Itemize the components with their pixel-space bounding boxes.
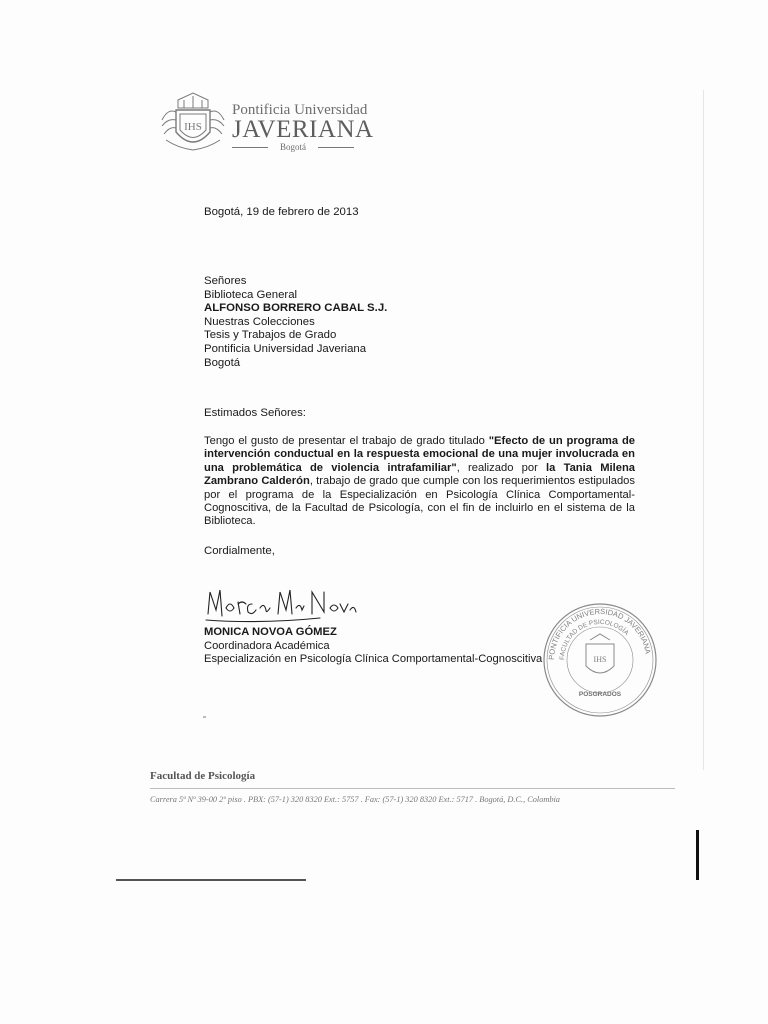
letter-date: Bogotá, 19 de febrero de 2013 bbox=[204, 206, 359, 218]
body-paragraph bbox=[204, 435, 635, 529]
signer-role: Coordinadora Académica bbox=[204, 639, 330, 652]
signer-program: Especialización en Psicología Clínica Comportamental-Cognoscitiva bbox=[204, 653, 543, 666]
faculty-seal-stamp bbox=[540, 600, 660, 720]
body-intro: Tengo el gusto de presentar el trabajo de grado titulado bbox=[204, 435, 489, 447]
recipient-line: Nuestras Colecciones bbox=[204, 315, 315, 328]
scan-speck bbox=[203, 716, 206, 718]
scan-artifact-bar bbox=[696, 830, 699, 880]
logo-line-javeriana: JAVERIANA bbox=[232, 116, 374, 143]
recipient-block bbox=[204, 275, 387, 370]
body-rest: , trabajo de grado que cumple con los requerimientos estipulados por el programa de la Especialización en Psicología Clínica Comportamental-Cognoscitiva, de la Facultad de Psicología, con el fin de incluirlo en el sistema de la Biblioteca. bbox=[204, 475, 635, 528]
scan-edge-line bbox=[703, 90, 704, 770]
logo-line-bogota: Bogotá bbox=[232, 142, 354, 152]
svg-text:IHS: IHS bbox=[593, 655, 607, 664]
seal-posgrados-text: POSGRADOS bbox=[578, 691, 622, 698]
body-mid: , realizado por bbox=[456, 461, 547, 474]
seal-outer-text: PONTIFICIA UNIVERSIDAD JAVERIANA bbox=[546, 606, 653, 661]
recipient-line: Tesis y Trabajos de Grado bbox=[204, 329, 337, 342]
recipient-line: Bogotá bbox=[204, 356, 241, 369]
logo-wordmark bbox=[232, 102, 374, 152]
recipient-line: Pontificia Universidad Javeriana bbox=[204, 342, 367, 355]
closing: Cordialmente, bbox=[204, 545, 275, 557]
svg-text:IHS: IHS bbox=[184, 121, 202, 133]
thesis-author: la Tania Milena Zambrano Calderón bbox=[204, 461, 636, 488]
recipient-line: Biblioteca General bbox=[204, 288, 298, 301]
recipient-name: ALFONSO BORRERO CABAL S.J. bbox=[204, 302, 388, 315]
logo-line-pontificia: Pontificia Universidad bbox=[232, 102, 368, 118]
university-logo bbox=[158, 90, 374, 160]
handwritten-signature bbox=[200, 580, 360, 628]
greeting: Estimados Señores: bbox=[204, 407, 306, 419]
thesis-title: "Efecto de un programa de intervención conductual en la respuesta emocional de una mujer involucrada en una problemática de violencia intrafamiliar" bbox=[204, 435, 635, 474]
university-crest-icon bbox=[158, 90, 228, 156]
scan-artifact-line bbox=[116, 879, 306, 881]
footer-title: Facultad de Psicología bbox=[150, 770, 256, 782]
footer-address: Carrera 5ª Nº 39-00 2º piso . PBX: (57-1) 320 8320 Ext.: 5757 . Fax: (57-1) 320 8320 Ext.: 5717 . Bogotá, D.C., Colombia bbox=[150, 795, 560, 804]
footer-divider bbox=[150, 788, 675, 789]
svg-text:Monica Ma Novoa G.: Monica Ma Novoa G. bbox=[200, 580, 210, 581]
seal-inner-text: FACULTAD DE PSICOLOGÍA bbox=[558, 618, 630, 661]
signer-block bbox=[204, 626, 542, 667]
recipient-line: Señores bbox=[204, 275, 247, 287]
signer-name: MONICA NOVOA GÓMEZ bbox=[204, 626, 337, 638]
